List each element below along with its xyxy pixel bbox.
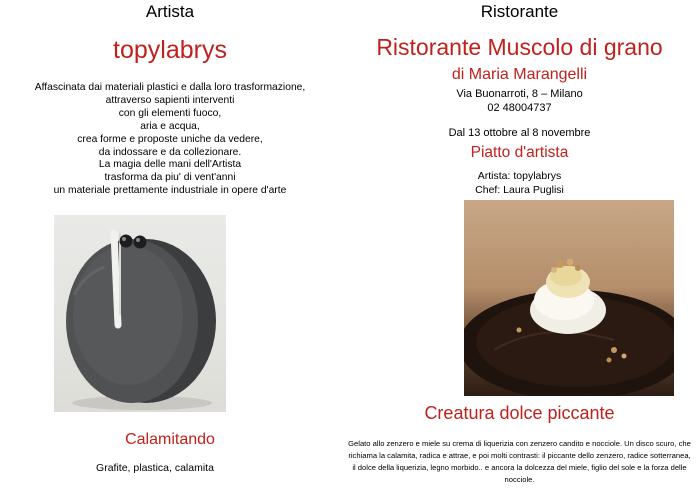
description-line: Affascinata dai materiali plastici e dalla loro trasformazione, — [34, 82, 306, 93]
restaurant-address: Via Buonarroti, 8 – Milano — [456, 88, 583, 100]
event-title: Piatto d'artista — [470, 144, 569, 161]
restaurant-owner: di Maria Marangelli — [451, 66, 588, 83]
credits — [340, 170, 699, 197]
dessert-illustration — [464, 200, 674, 396]
graphite-disc-illustration — [54, 215, 226, 412]
description-line: un materiale prettamente industriale in opere d'arte — [53, 185, 287, 197]
restaurant-name: Ristorante Muscolo di grano — [376, 34, 663, 60]
artist-column — [0, 0, 340, 500]
chef-credit: Chef: Laura Puglisi — [475, 183, 564, 196]
description-line: trasforma da piu' di vent'anni — [104, 172, 236, 184]
description-line: crea forme e proposte uniche da vedere, — [77, 133, 263, 145]
description-line: aria e acqua, — [140, 120, 200, 132]
artwork-photo — [54, 215, 226, 412]
dish-photo — [464, 200, 674, 396]
artist-header: Artista — [145, 2, 195, 21]
description-line: con gli elementi fuoco, — [118, 107, 222, 119]
restaurant-phone: 02 48004737 — [487, 101, 552, 114]
restaurant-contact — [340, 88, 699, 115]
description-line: La magia delle mani dell'Artista — [98, 159, 242, 171]
artist-name-title: topylabrys — [113, 36, 227, 64]
restaurant-column — [340, 0, 699, 500]
restaurant-header: Ristorante — [480, 2, 559, 21]
dish-description: Gelato allo zenzero e miele su crema di liquerizia con zenzero candito e nocciole. Un disco scuro, che richiama la calamita, radica e attrae, e poi molti contrasti: il piccante dello zenzero, radice sotterranea, il dolce della liquerizia, legno morbido.. e ancora la dolcezza del miele, figlio del sole e la forza delle nocciole. — [348, 439, 691, 484]
dish-title: Creatura dolce piccante — [424, 403, 615, 423]
artist-credit: Artista: topylabrys — [477, 170, 562, 182]
description-line: attraverso sapienti interventi — [105, 94, 235, 106]
artwork-materials: Grafite, plastica, calamita — [96, 462, 214, 474]
description-line: da indossare e da collezionare. — [98, 146, 242, 158]
artist-description — [0, 82, 340, 198]
artwork-title: Calamitando — [125, 431, 215, 448]
event-dates: Dal 13 ottobre al 8 novembre — [448, 127, 591, 139]
